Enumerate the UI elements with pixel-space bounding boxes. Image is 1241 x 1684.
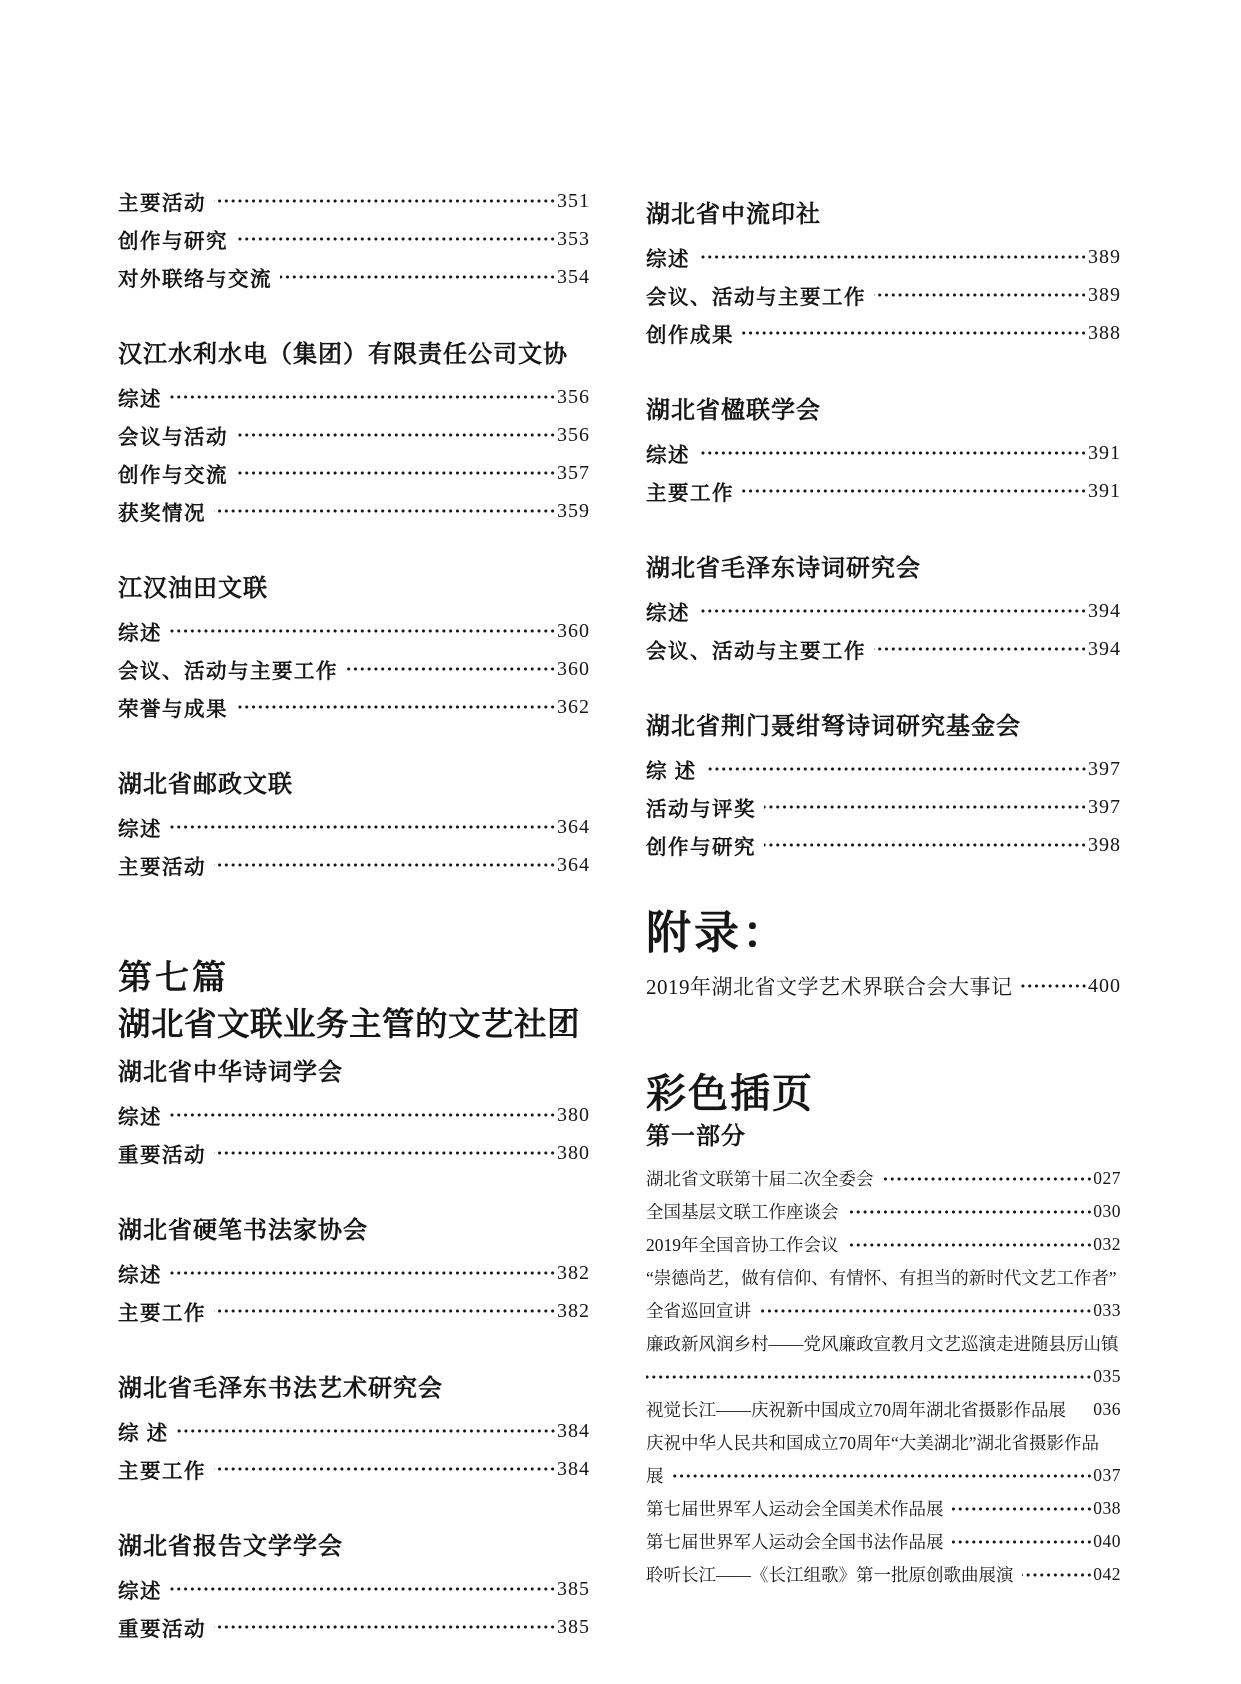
entry-title: 综述 <box>118 1265 162 1287</box>
entry-page: 360 <box>557 619 590 642</box>
toc-entry <box>646 788 1121 826</box>
entry-title: 主要工作 <box>646 483 734 505</box>
section-heading: 湖北省报告文学学会 <box>118 1533 343 1560</box>
toc-entry <box>118 1254 590 1292</box>
entry-title: 获奖情况 <box>118 503 206 525</box>
entry-page: 391 <box>1088 479 1121 502</box>
entry-title: 创作与交流 <box>118 465 228 487</box>
toc-entry <box>118 808 590 846</box>
entry-page: 388 <box>1088 321 1121 344</box>
toc-entry <box>118 1608 590 1646</box>
entry-title: 综述 <box>118 623 162 645</box>
dot-leader <box>236 237 556 241</box>
part-number: 第七篇 <box>118 959 229 997</box>
entry-page: 397 <box>1088 795 1121 818</box>
entry-title: 综述 <box>646 249 690 271</box>
toc-entry <box>118 1450 590 1488</box>
entry-title: 主要活动 <box>118 857 206 879</box>
dot-leader <box>214 199 556 203</box>
entry-title: 会议与活动 <box>118 427 228 449</box>
entry-page: 389 <box>1088 245 1121 268</box>
toc-entry <box>118 492 590 530</box>
color-insert-title: 彩色插页 <box>646 1072 814 1116</box>
toc-entry <box>646 276 1121 314</box>
entry-page: 394 <box>1088 637 1121 660</box>
toc-entry <box>646 314 1121 352</box>
dot-leader <box>346 667 556 671</box>
entry-page: 351 <box>557 189 590 212</box>
dot-leader <box>280 275 556 279</box>
entry-title: 综述 <box>118 1107 162 1129</box>
dot-leader <box>177 1429 556 1433</box>
entry-title: 综 述 <box>118 1423 169 1445</box>
entry-title: 视觉长江——庆祝新中国成立70周年湖北省摄影作品展 <box>646 1400 1066 1420</box>
entry-page: 362 <box>557 695 590 718</box>
dot-leader <box>764 843 1087 847</box>
entry-page: 394 <box>1088 599 1121 622</box>
toc-entry <box>646 434 1121 472</box>
entry-title: 会议、活动与主要工作 <box>646 641 866 663</box>
toc-entry <box>118 1412 590 1450</box>
toc-group <box>646 396 1121 510</box>
dot-leader <box>214 1625 556 1629</box>
dot-leader <box>170 825 556 829</box>
toc-entry <box>646 1294 1121 1327</box>
section-heading: 湖北省毛泽东书法艺术研究会 <box>118 1375 443 1402</box>
dot-leader <box>170 1271 556 1275</box>
part-seven-heading <box>118 954 590 1046</box>
toc-entry <box>118 650 590 688</box>
dot-leader <box>236 471 556 475</box>
dot-leader <box>698 451 1087 455</box>
toc-entry <box>646 592 1121 630</box>
dot-leader <box>170 395 556 399</box>
entry-title: 综述 <box>118 819 162 841</box>
section-heading: 江汉油田文联 <box>118 575 268 602</box>
entry-title: 重要活动 <box>118 1619 206 1641</box>
toc-entry <box>646 966 1121 1006</box>
toc-entry <box>646 1162 1121 1195</box>
entry-page: 389 <box>1088 283 1121 306</box>
dot-leader <box>170 629 556 633</box>
toc-entry <box>118 258 590 296</box>
toc-entry-continuation <box>646 1360 1121 1393</box>
color-insert-part-label: 第一部分 <box>646 1123 746 1150</box>
toc-group <box>118 1058 590 1172</box>
entry-page: 356 <box>557 423 590 446</box>
entry-title: 主要工作 <box>118 1461 206 1483</box>
left-column <box>118 182 590 1646</box>
entry-page: 027 <box>1093 1168 1121 1188</box>
entry-page: 400 <box>1088 974 1121 997</box>
entry-page: 385 <box>557 1615 590 1638</box>
entry-title: 会议、活动与主要工作 <box>118 661 338 683</box>
dot-leader <box>236 705 556 709</box>
appendix-section <box>646 906 1121 1006</box>
entry-page: 032 <box>1093 1234 1121 1254</box>
toc-entry <box>118 378 590 416</box>
toc-entry <box>118 846 590 884</box>
dot-leader <box>1021 984 1088 988</box>
entry-title: 综述 <box>118 389 162 411</box>
toc-entry <box>646 750 1121 788</box>
right-column <box>646 182 1121 1646</box>
dot-leader <box>759 1309 1092 1313</box>
entry-page: 360 <box>557 657 590 680</box>
toc-entry <box>118 416 590 454</box>
entry-page: 364 <box>557 853 590 876</box>
toc-group <box>118 182 590 296</box>
dot-leader <box>646 1375 1092 1379</box>
entry-page: 036 <box>1093 1399 1121 1419</box>
entry-page: 356 <box>557 385 590 408</box>
entry-page: 353 <box>557 227 590 250</box>
entry-title: 会议、活动与主要工作 <box>646 287 866 309</box>
entry-title: “崇德尚艺，做有信仰、有情怀、有担当的新时代文艺工作者” <box>646 1268 1117 1288</box>
toc-entry <box>118 1134 590 1172</box>
dot-leader <box>214 863 556 867</box>
entry-page: 384 <box>557 1457 590 1480</box>
toc-group <box>118 1374 590 1488</box>
entry-page: 035 <box>1093 1366 1121 1386</box>
toc-group <box>118 340 590 530</box>
entry-title: 创作与研究 <box>646 837 756 859</box>
toc-group <box>646 200 1121 352</box>
entry-page: 384 <box>557 1419 590 1442</box>
dot-leader <box>1022 1573 1093 1577</box>
toc-group <box>118 1216 590 1330</box>
dot-leader <box>847 1210 1093 1214</box>
toc-entry-wrapped-line <box>646 1426 1121 1459</box>
section-heading: 湖北省荆门聂绀弩诗词研究基金会 <box>646 713 1021 740</box>
section-heading: 湖北省中华诗词学会 <box>118 1059 343 1086</box>
toc-entry-wrapped-line <box>646 1327 1121 1360</box>
toc-entry <box>118 1292 590 1330</box>
entry-page: 042 <box>1093 1564 1121 1584</box>
toc-group <box>646 554 1121 668</box>
entry-title: 全国基层文联工作座谈会 <box>646 1202 839 1222</box>
toc-entry <box>646 1228 1121 1261</box>
toc-entry <box>118 220 590 258</box>
dot-leader <box>764 805 1087 809</box>
toc-entry <box>118 688 590 726</box>
entry-title: 综述 <box>646 445 690 467</box>
dot-leader <box>214 1467 556 1471</box>
entry-page: 398 <box>1088 833 1121 856</box>
entry-title: 2019年全国音协工作会议 <box>646 1235 839 1255</box>
entry-page: 040 <box>1093 1531 1121 1551</box>
entry-page: 382 <box>557 1299 590 1322</box>
entry-title: 庆祝中华人民共和国成立70周年“大美湖北”湖北省摄影作品 <box>646 1433 1100 1453</box>
entry-title: 活动与评奖 <box>646 799 756 821</box>
dot-leader <box>214 1151 556 1155</box>
dot-leader <box>698 609 1087 613</box>
toc-entry-continuation <box>646 1459 1121 1492</box>
entry-page: 385 <box>557 1577 590 1600</box>
toc-entry <box>646 1492 1121 1525</box>
entry-title: 综述 <box>646 603 690 625</box>
dot-leader <box>742 331 1087 335</box>
entry-page: 357 <box>557 461 590 484</box>
toc-page <box>118 182 1121 1646</box>
entry-page: 033 <box>1093 1300 1121 1320</box>
entry-page: 382 <box>557 1261 590 1284</box>
entry-title: 全省巡回宣讲 <box>646 1301 751 1321</box>
toc-entry <box>118 182 590 220</box>
entry-title: 聆听长江——《长江组歌》第一批原创歌曲展演 <box>646 1565 1014 1585</box>
toc-entry <box>118 1096 590 1134</box>
dot-leader <box>847 1243 1093 1247</box>
toc-group <box>118 574 590 726</box>
dot-leader <box>170 1587 556 1591</box>
entry-title: 对外联络与交流 <box>118 269 272 291</box>
dot-leader <box>170 1113 556 1117</box>
entry-page: 359 <box>557 499 590 522</box>
entry-title: 2019年湖北省文学艺术界联合会大事记 <box>646 975 1013 999</box>
toc-group <box>646 712 1121 864</box>
section-heading: 汉江水利水电（集团）有限责任公司文协 <box>118 341 568 368</box>
entry-page: 364 <box>557 815 590 838</box>
entry-title: 主要活动 <box>118 193 206 215</box>
dot-leader <box>742 489 1087 493</box>
dot-leader <box>214 509 556 513</box>
entry-page: 037 <box>1093 1465 1121 1485</box>
dot-leader <box>952 1540 1093 1544</box>
toc-entry <box>646 826 1121 864</box>
section-heading: 湖北省楹联学会 <box>646 397 821 424</box>
entry-page: 380 <box>557 1103 590 1126</box>
toc-group <box>118 1532 590 1646</box>
entry-page: 354 <box>557 265 590 288</box>
appendix-title: 附录： <box>646 907 791 958</box>
dot-leader <box>236 433 556 437</box>
entry-title: 主要工作 <box>118 1303 206 1325</box>
dot-leader <box>705 767 1087 771</box>
entry-title: 第七届世界军人运动会全国书法作品展 <box>646 1532 944 1552</box>
toc-entry <box>646 1195 1121 1228</box>
entry-page: 391 <box>1088 441 1121 464</box>
part-title: 湖北省文联业务主管的文艺社团 <box>118 1006 581 1042</box>
toc-entry <box>118 454 590 492</box>
toc-entry <box>646 1525 1121 1558</box>
entry-title: 重要活动 <box>118 1145 206 1167</box>
entry-title: 综 述 <box>646 761 697 783</box>
entry-page: 030 <box>1093 1201 1121 1221</box>
entry-page: 038 <box>1093 1498 1121 1518</box>
toc-entry <box>646 1558 1121 1591</box>
color-insert-section <box>646 1070 1121 1591</box>
entry-title: 综述 <box>118 1581 162 1603</box>
section-heading: 湖北省中流印社 <box>646 201 821 228</box>
toc-entry <box>646 472 1121 510</box>
toc-group <box>118 770 590 884</box>
toc-entry <box>118 612 590 650</box>
dot-leader <box>952 1507 1093 1511</box>
entry-title: 第七届世界军人运动会全国美术作品展 <box>646 1499 944 1519</box>
entry-title: 廉政新风润乡村——党风廉政宣教月文艺巡演走进随县厉山镇 <box>646 1334 1119 1354</box>
section-heading: 湖北省邮政文联 <box>118 771 293 798</box>
dot-leader <box>874 293 1087 297</box>
toc-entry-wrapped-line <box>646 1261 1121 1294</box>
toc-entry <box>646 1393 1121 1426</box>
dot-leader <box>672 1474 1093 1478</box>
entry-page: 380 <box>557 1141 590 1164</box>
toc-entry <box>646 238 1121 276</box>
entry-title: 展 <box>646 1466 664 1486</box>
entry-page: 397 <box>1088 757 1121 780</box>
toc-entry <box>646 630 1121 668</box>
dot-leader <box>214 1309 556 1313</box>
toc-entry <box>118 1570 590 1608</box>
entry-title: 创作成果 <box>646 325 734 347</box>
section-heading: 湖北省硬笔书法家协会 <box>118 1217 368 1244</box>
section-heading: 湖北省毛泽东诗词研究会 <box>646 555 921 582</box>
dot-leader <box>698 255 1087 259</box>
entry-title: 湖北省文联第十届二次全委会 <box>646 1169 874 1189</box>
dot-leader <box>874 647 1087 651</box>
dot-leader <box>882 1177 1093 1181</box>
entry-title: 荣誉与成果 <box>118 699 228 721</box>
entry-title: 创作与研究 <box>118 231 228 253</box>
